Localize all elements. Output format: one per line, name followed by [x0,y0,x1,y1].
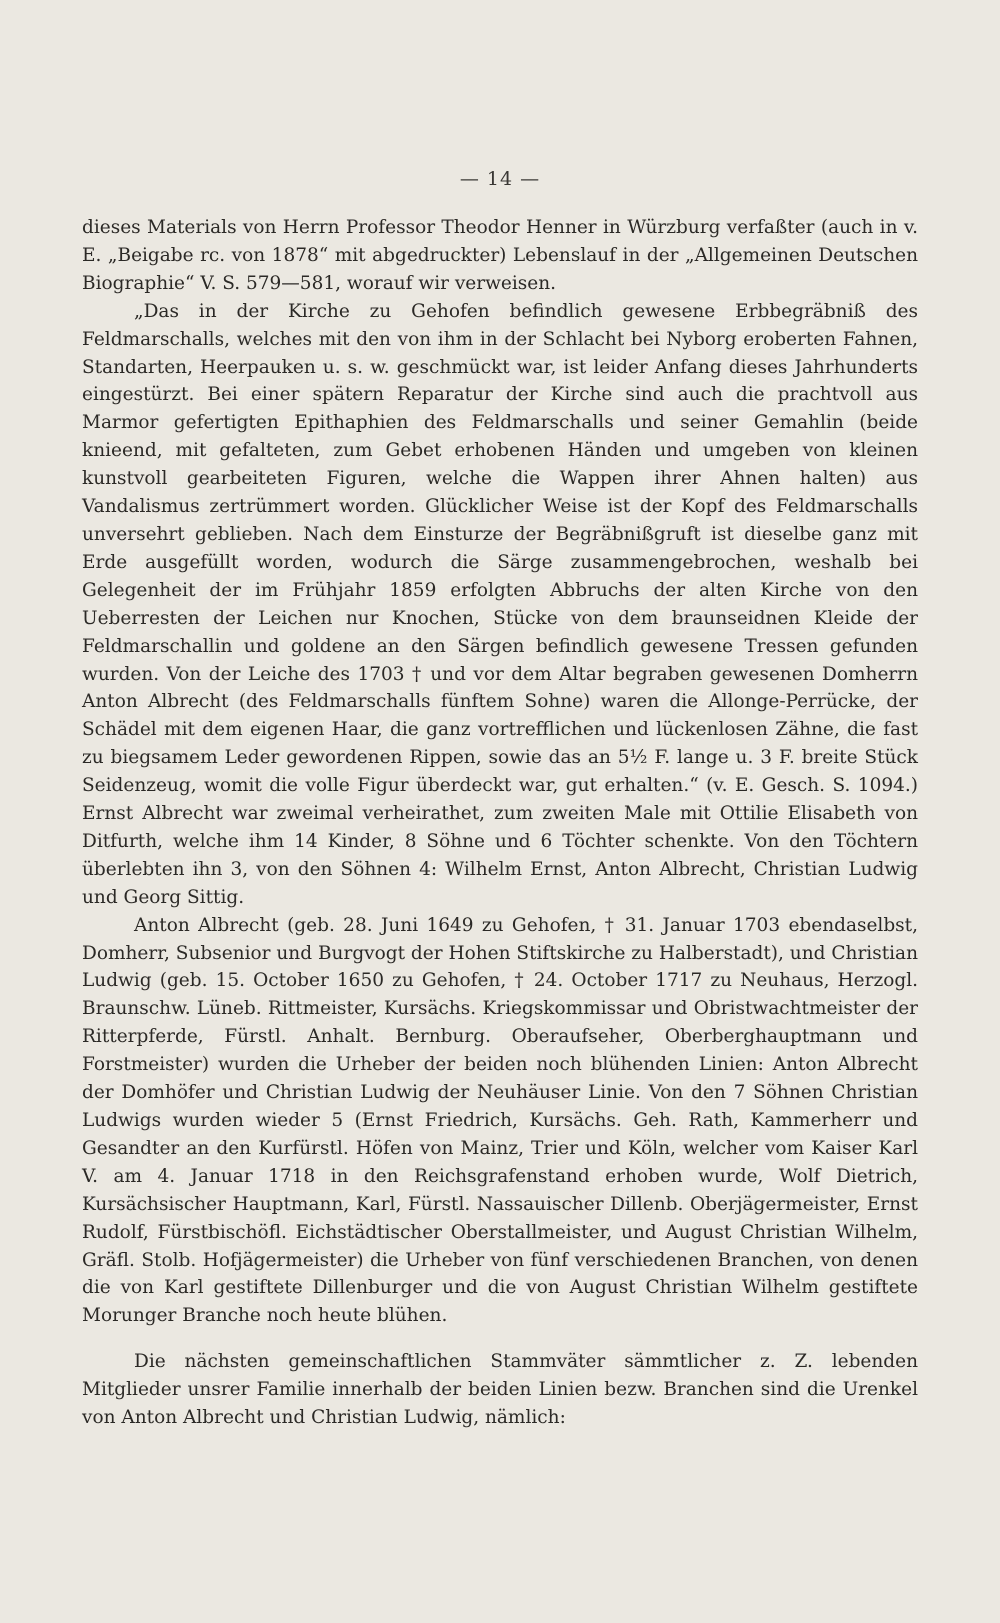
paragraph-ancestors: Die nächsten gemeinschaftlichen Stammväter sämmtlicher z. Z. lebenden Mitglieder unsrer Familie innerhalb der beiden Linien bezw. Branchen sind die Urenkel von Anton Albrecht und Christian Ludwig, nämlich: [82,1351,918,1429]
paragraph-lineage: Anton Albrecht (geb. 28. Juni 1649 zu Gehofen, † 31. Januar 1703 ebendaselbst, Domherr, Subsenior und Burgvogt der Hohen Stiftskirche zu Halberstadt), und Christian Ludwig (geb. 15. October 1650 zu Gehofen, † 24. October 1717 zu Neuhaus, Herzogl. Braunschw. Lüneb. Rittmeister, Kursächs. Kriegskommissar und Obristwachtmeister der Ritterpferde, Fürstl. Anhalt. Bernburg. Oberaufseher, Oberberghauptmann und Forstmeister) wurden die Urheber der beiden noch blühenden Linien: Anton Albrecht der Domhöfer und Christian Ludwig der Neuhäuser Linie. Von den 7 Söhnen Christian Ludwigs wurden wieder 5 (Ernst Friedrich, Kursächs. Geh. Rath, Kammerherr und Gesandter an den Kurfürstl. Höfen von Mainz, Trier und Köln, welcher vom Kaiser Karl V. am 4. Januar 1718 in den Reichsgrafenstand erhoben wurde, Wolf Dietrich, Kursächsischer Hauptmann, Karl, Fürstl. Nassauischer Dillenb. Oberjägermeister, Ernst Rudolf, Fürstbischöfl. Eichstädtischer Oberstallmeister, und August Christian Wilhelm, Gräfl. Stolb. Hofjägermeister) die Urheber von fünf verschiedenen Branchen, von denen die von Karl gestiftete Dillenburger und die von August Christian Wilhelm gestiftete Morunger Branche noch heute blühen. [82,914,918,1327]
paragraph-quotation: „Das in der Kirche zu Gehofen befindlich gewesene Erbbegräbniß des Feldmarschalls, welches mit den von ihm in der Schlacht bei Nyborg eroberten Fahnen, Standarten, Heerpauken u. s. w. geschmückt war, ist leider Anfang dieses Jahrhunderts eingestürzt. Bei einer spätern Reparatur der Kirche sind auch die prachtvoll aus Marmor gefertigten Epithaphien des Feldmarschalls und seiner Gemahlin (beide knieend, mit gefalteten, zum Gebet erhobenen Händen und umgeben von kleinen kunstvoll gearbeiteten Figuren, welche die Wappen ihrer Ahnen halten) aus Vandalismus zertrümmert worden. Glücklicher Weise ist der Kopf des Feldmarschalls unversehrt geblieben. Nach dem Einsturze der Begräbnißgruft ist dieselbe ganz mit Erde ausgefüllt worden, wodurch die Särge zusammengebrochen, weshalb bei Gelegenheit der im Frühjahr 1859 erfolgten Abbruchs der alten Kirche von den Ueberresten der Leichen nur Knochen, Stücke von dem braunseidnen Kleide der Feldmarschallin und goldene an den Särgen befindlich gewesene Tressen gefunden wurden. Von der Leiche des 1703 † und vor dem Altar begraben gewesenen Domherrn Anton Albrecht (des Feldmarschalls fünftem Sohne) waren die Allonge-Perrücke, der Schädel mit dem eigenen Haar, die ganz vortrefflichen und lückenlosen Zähne, die fast zu biegsamem Leder gewordenen Rippen, sowie das an 5½ F. lange u. 3 F. breite Stück Seidenzeug, womit die volle Figur überdeckt war, gut erhalten.“ (v. E. Gesch. S. 1094.) Ernst Albrecht war zweimal verheirathet, zum zweiten Male mit Ottilie Elisabeth von Ditfurth, welche ihm 14 Kinder, 8 Söhne und 6 Töchter schenkte. Von den Töchtern überlebten ihn 3, von den Söhnen 4: Wilhelm Ernst, Anton Albrecht, Christian Ludwig und Georg Sittig. [82,300,918,908]
paragraph-continuation: dieses Materials von Herrn Professor Theodor Henner in Würzburg verfaßter (auch in v. E. „Beigabe rc. von 1878“ mit abgedruckter) Lebenslauf in der „Allgemeinen Deutschen Biographie“ V. S. 579—581, worauf wir verweisen. [82,217,918,294]
body-text [82,214,918,1432]
page-number: — 14 — [459,168,541,190]
